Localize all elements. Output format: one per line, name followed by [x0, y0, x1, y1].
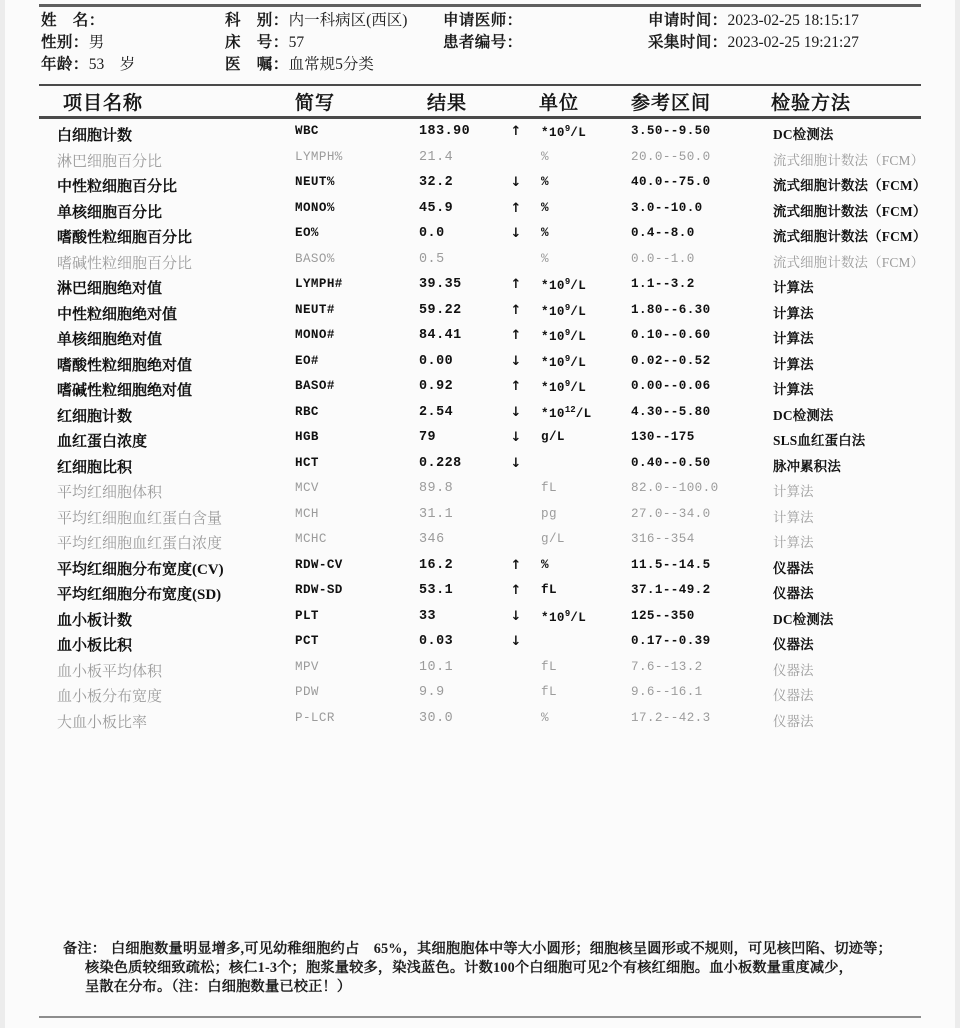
row-abnormal-flag: ↓ [510, 226, 522, 241]
row-abnormal-flag: ↑ [510, 557, 522, 573]
row-result-value: 346 [419, 532, 445, 547]
row-result-value: 16.2 [419, 557, 454, 573]
row-unit: % [541, 200, 549, 215]
row-result-value: 183.90 [419, 124, 471, 139]
remark-line [23, 978, 937, 997]
column-header-name: 项目名称 [63, 93, 144, 114]
table-row [23, 328, 937, 354]
row-unit: $*10^9/L$ [541, 302, 587, 319]
row-result-value: 9.9 [419, 685, 445, 700]
row-reference-range: 0.00--0.06 [631, 379, 711, 393]
row-item-name: 血小板比积 [57, 638, 133, 654]
row-abbreviation: MONO% [295, 200, 335, 215]
row-result-value: 89.8 [419, 481, 454, 496]
row-abbreviation: HGB [295, 430, 319, 444]
row-method: 仪器法 [773, 713, 814, 729]
row-item-name: 红细胞比积 [57, 459, 133, 476]
row-result-value: 0.0 [419, 226, 445, 241]
top-divider [39, 4, 921, 7]
row-reference-range: 0.0--1.0 [631, 251, 695, 266]
remarks-text-3: 呈散在分布。（注：白细胞数量已校正！） [85, 979, 352, 995]
row-unit: g/L [541, 532, 565, 546]
row-unit: % [541, 149, 549, 164]
row-unit: fL [541, 685, 557, 699]
row-abnormal-flag: ↑ [510, 379, 522, 394]
gender-field: 性别：男 [41, 34, 105, 51]
table-row [23, 583, 937, 609]
row-method: 流式细胞计数法（FCM） [773, 152, 925, 168]
row-result-value: 0.5 [419, 251, 445, 267]
row-method: 计算法 [773, 356, 814, 372]
header-divider [39, 84, 921, 86]
collection-time-field: 采集时间：2023-02-25 19:21:27 [648, 34, 859, 51]
row-item-name: 红细胞计数 [57, 408, 133, 425]
row-reference-range: 4.30--5.80 [631, 404, 711, 419]
row-unit: $*10^9/L$ [541, 124, 587, 141]
row-reference-range: 17.2--42.3 [631, 710, 711, 725]
row-abnormal-flag: ↑ [510, 124, 522, 139]
row-method: 仪器法 [773, 560, 814, 576]
row-method: DC检测法 [773, 611, 834, 627]
row-abbreviation: MCH [295, 506, 319, 521]
row-item-name: 单核细胞绝对值 [57, 332, 163, 348]
row-abbreviation: HCT [295, 455, 319, 470]
row-result-value: 45.9 [419, 200, 454, 216]
remark-line [23, 959, 937, 978]
row-abbreviation: MONO# [295, 328, 335, 342]
table-row [23, 175, 937, 201]
row-abnormal-flag: ↑ [510, 302, 522, 318]
row-abbreviation: LYMPH# [295, 277, 343, 291]
row-item-name: 中性粒细胞绝对值 [57, 306, 178, 323]
row-unit: $*10^9/L$ [541, 277, 587, 294]
row-reference-range: 0.40--0.50 [631, 455, 711, 470]
row-unit: fL [541, 659, 557, 674]
remark-line [23, 940, 937, 959]
row-reference-range: 1.80--6.30 [631, 302, 711, 317]
row-method: 计算法 [773, 280, 814, 295]
column-header-unit: 单位 [539, 93, 580, 114]
row-method: 仪器法 [773, 637, 814, 652]
row-abbreviation: LYMPH% [295, 149, 343, 164]
row-abbreviation: RDW-SD [295, 583, 343, 597]
row-abnormal-flag: ↓ [510, 608, 522, 624]
row-reference-range: 40.0--75.0 [631, 175, 711, 189]
row-item-name: 平均红细胞体积 [57, 485, 163, 501]
row-method: 计算法 [773, 331, 814, 346]
row-item-name: 嗜酸性粒细胞绝对值 [57, 357, 193, 374]
order-field: 医 嘱：血常规5分类 [225, 56, 374, 73]
patient-header-row [23, 10, 937, 32]
row-unit: $*10^9/L$ [541, 328, 587, 345]
remarks-section [5, 940, 955, 997]
row-abbreviation: PLT [295, 608, 319, 623]
row-method: DC检测法 [773, 407, 834, 423]
row-abnormal-flag: ↓ [510, 353, 522, 369]
row-reference-range: 82.0--100.0 [631, 481, 719, 495]
row-unit: % [541, 710, 549, 725]
row-item-name: 淋巴细胞绝对值 [57, 281, 163, 297]
row-abnormal-flag: ↑ [510, 277, 522, 292]
row-reference-range: 3.50--9.50 [631, 124, 711, 138]
department-field: 科 别：内一科病区(西区) [225, 12, 408, 29]
row-result-value: 10.1 [419, 659, 454, 675]
row-reference-range: 0.10--0.60 [631, 328, 711, 342]
row-method: 仪器法 [773, 688, 814, 703]
row-item-name: 大血小板比率 [57, 714, 148, 731]
row-method: 计算法 [773, 509, 814, 525]
row-result-value: 79 [419, 430, 437, 445]
table-row [23, 685, 937, 711]
row-result-value: 2.54 [419, 404, 454, 420]
row-method: 计算法 [773, 535, 814, 550]
table-row [23, 660, 937, 686]
row-method: 仪器法 [773, 586, 814, 601]
row-unit: pg [541, 506, 557, 521]
row-method: 计算法 [773, 305, 814, 321]
row-abbreviation: PDW [295, 685, 319, 699]
row-result-value: 32.2 [419, 175, 454, 190]
row-abbreviation: RBC [295, 404, 319, 419]
row-unit: % [541, 175, 549, 189]
remarks-text-2: 核染色质较细致疏松；核仁1-3个；胞浆量较多，染浅蓝色。计数100个白细胞可见2个有核红细胞。血小板数量重度减少， [85, 960, 854, 976]
row-item-name: 血小板分布宽度 [57, 689, 163, 705]
table-row [23, 634, 937, 660]
request-time-field: 申请时间：2023-02-25 18:15:17 [648, 12, 859, 29]
row-method: 仪器法 [773, 662, 814, 678]
row-result-value: 0.03 [419, 634, 454, 649]
row-unit: fL [541, 481, 557, 495]
row-method: 流式细胞计数法（FCM） [773, 203, 927, 219]
table-body [23, 124, 937, 736]
age-field: 年龄：53 岁 [41, 56, 136, 73]
row-item-name: 平均红细胞血红蛋白浓度 [57, 536, 223, 552]
row-item-name: 血红蛋白浓度 [57, 434, 148, 450]
bed-number-field: 床 号：57 [225, 34, 305, 51]
row-reference-range: 9.6--16.1 [631, 685, 703, 699]
row-abbreviation: MPV [295, 659, 319, 674]
column-header-result: 结果 [427, 93, 468, 114]
row-abnormal-flag: ↑ [510, 583, 522, 598]
table-row [23, 558, 937, 584]
row-item-name: 嗜碱性粒细胞绝对值 [57, 383, 193, 399]
row-abnormal-flag: ↑ [510, 200, 522, 216]
table-row [23, 711, 937, 737]
row-result-value: 53.1 [419, 583, 454, 598]
row-abbreviation: RDW-CV [295, 557, 343, 572]
row-reference-range: 0.4--8.0 [631, 226, 695, 240]
table-row [23, 405, 937, 431]
row-abbreviation: EO# [295, 353, 319, 368]
table-row [23, 226, 937, 252]
patient-name-field: 姓 名： [41, 12, 105, 29]
row-result-value: 0.92 [419, 379, 454, 394]
row-item-name: 中性粒细胞百分比 [57, 179, 178, 195]
table-row [23, 430, 937, 456]
results-table [5, 88, 955, 730]
row-unit: $*10^9/L$ [541, 353, 587, 370]
row-method: 流式细胞计数法（FCM） [773, 229, 927, 244]
requesting-doctor-field: 申请医师： [443, 12, 523, 29]
row-reference-range: 3.0--10.0 [631, 200, 703, 215]
table-row [23, 303, 937, 329]
row-result-value: 30.0 [419, 710, 454, 726]
table-row [23, 354, 937, 380]
table-row [23, 379, 937, 405]
row-reference-range: 7.6--13.2 [631, 659, 703, 674]
row-item-name: 平均红细胞分布宽度(SD) [57, 587, 222, 603]
row-item-name: 平均红细胞血红蛋白含量 [57, 510, 223, 527]
row-reference-range: 316--354 [631, 532, 695, 546]
row-result-value: 0.228 [419, 455, 462, 471]
table-row [23, 481, 937, 507]
row-reference-range: 27.0--34.0 [631, 506, 711, 521]
row-abnormal-flag: ↓ [510, 430, 522, 445]
row-abnormal-flag: ↓ [510, 634, 522, 649]
remarks-text-1: 白细胞数量明显增多,可见幼稚细胞约占 65%，其细胞胞体中等大小圆形；细胞核呈圆形或不规则，可见核凹陷、切迹等； [111, 941, 892, 957]
row-reference-range: 11.5--14.5 [631, 557, 711, 572]
table-row [23, 252, 937, 278]
row-abbreviation: MCHC [295, 532, 327, 546]
table-row [23, 277, 937, 303]
row-method: DC检测法 [773, 127, 834, 142]
row-reference-range: 0.02--0.52 [631, 353, 711, 368]
row-reference-range: 20.0--50.0 [631, 149, 711, 164]
row-item-name: 血小板计数 [57, 612, 133, 629]
row-item-name: 血小板平均体积 [57, 663, 163, 680]
row-abbreviation: NEUT% [295, 175, 335, 189]
row-method: 脉冲累积法 [773, 458, 841, 474]
row-unit: % [541, 251, 549, 266]
column-header-divider [39, 116, 921, 119]
row-item-name: 淋巴细胞百分比 [57, 153, 163, 170]
patient-id-field: 患者编号： [443, 34, 523, 51]
row-unit: $*10^9/L$ [541, 608, 587, 625]
remarks-label: 备注： [63, 941, 107, 957]
row-unit: fL [541, 583, 557, 597]
column-header-reference: 参考区间 [631, 93, 712, 114]
row-method: 流式细胞计数法（FCM） [773, 178, 927, 193]
row-result-value: 33 [419, 608, 437, 624]
row-unit: $*10^{12}/L$ [541, 404, 592, 421]
row-abnormal-flag: ↓ [510, 455, 522, 471]
row-reference-range: 125--350 [631, 608, 695, 623]
row-item-name: 白细胞计数 [57, 128, 133, 144]
row-result-value: 39.35 [419, 277, 462, 292]
row-unit: $*10^9/L$ [541, 379, 587, 396]
row-method: SLS血红蛋白法 [773, 433, 866, 448]
row-result-value: 31.1 [419, 506, 454, 522]
row-reference-range: 130--175 [631, 430, 695, 444]
row-abbreviation: P-LCR [295, 710, 335, 725]
row-abnormal-flag: ↓ [510, 404, 522, 420]
row-unit: % [541, 557, 549, 572]
row-abbreviation: BASO# [295, 379, 335, 393]
row-abbreviation: MCV [295, 481, 319, 495]
row-abnormal-flag: ↑ [510, 328, 522, 343]
row-unit: % [541, 226, 549, 240]
patient-header-row [23, 54, 937, 76]
row-abbreviation: BASO% [295, 251, 335, 266]
row-method: 计算法 [773, 382, 814, 397]
table-row [23, 124, 937, 150]
row-item-name: 嗜碱性粒细胞百分比 [57, 255, 193, 272]
row-abbreviation: WBC [295, 124, 319, 138]
row-item-name: 平均红细胞分布宽度(CV) [57, 561, 224, 578]
row-reference-range: 37.1--49.2 [631, 583, 711, 597]
row-reference-range: 1.1--3.2 [631, 277, 695, 291]
bottom-divider [39, 1016, 921, 1018]
row-abbreviation: NEUT# [295, 302, 335, 317]
table-row [23, 507, 937, 533]
row-result-value: 84.41 [419, 328, 462, 343]
row-abnormal-flag: ↓ [510, 175, 522, 190]
column-header-method: 检验方法 [771, 93, 852, 114]
patient-header [5, 10, 955, 76]
table-header-row [23, 88, 937, 118]
row-method: 流式细胞计数法（FCM） [773, 254, 925, 270]
row-result-value: 21.4 [419, 149, 454, 165]
table-row [23, 201, 937, 227]
table-row [23, 456, 937, 482]
table-row [23, 609, 937, 635]
row-result-value: 0.00 [419, 353, 454, 369]
row-abbreviation: EO% [295, 226, 319, 240]
row-result-value: 59.22 [419, 302, 462, 318]
row-item-name: 嗜酸性粒细胞百分比 [57, 230, 193, 246]
row-method: 计算法 [773, 484, 814, 499]
table-row [23, 532, 937, 558]
column-header-abbr: 简写 [295, 93, 336, 114]
patient-header-row [23, 32, 937, 54]
row-abbreviation: PCT [295, 634, 319, 648]
table-row [23, 150, 937, 176]
row-item-name: 单核细胞百分比 [57, 204, 163, 221]
row-unit: g/L [541, 430, 565, 444]
row-reference-range: 0.17--0.39 [631, 634, 711, 648]
